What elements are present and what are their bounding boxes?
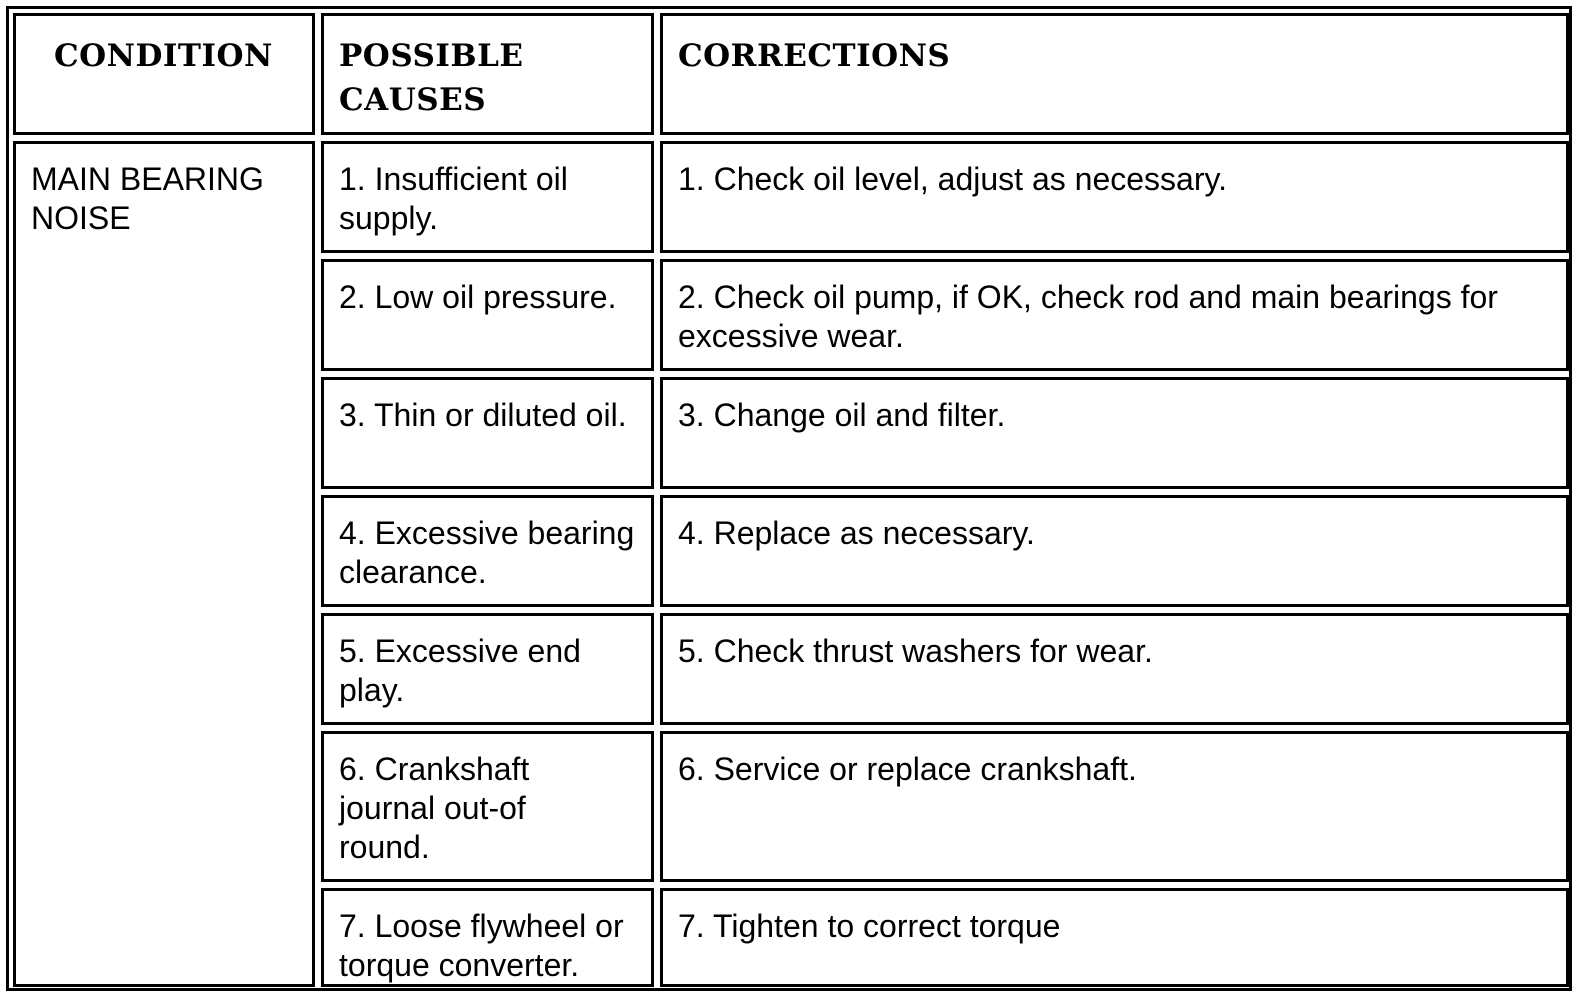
correction-cell-7 (660, 888, 1569, 987)
header-causes: POSSIBLE CAUSES (339, 38, 524, 118)
header-corrections: CORRECTIONS (678, 38, 951, 74)
header-causes-cell (321, 13, 654, 135)
correction-cell-5 (660, 613, 1569, 725)
correction-text-7: 7. Tighten to correct torque (678, 908, 1061, 944)
correction-text-4: 4. Replace as necessary. (678, 515, 1035, 551)
cause-cell-7 (321, 888, 654, 987)
cause-text-3: 3. Thin or diluted oil. (339, 397, 627, 433)
cause-text-5: 5. Excessive end play. (339, 633, 581, 708)
cause-cell-6 (321, 731, 654, 882)
correction-cell-3 (660, 377, 1569, 489)
header-condition: CONDITION (54, 38, 273, 74)
cause-cell-5 (321, 613, 654, 725)
condition-cell (13, 141, 315, 987)
correction-text-1: 1. Check oil level, adjust as necessary. (678, 161, 1227, 197)
correction-text-5: 5. Check thrust washers for wear. (678, 633, 1153, 669)
cause-cell-2 (321, 259, 654, 371)
correction-cell-1 (660, 141, 1569, 253)
condition-text: MAIN BEARING NOISE (31, 161, 264, 236)
cause-text-7: 7. Loose flywheel or torque converter. (339, 908, 624, 983)
cause-cell-1 (321, 141, 654, 253)
correction-cell-4 (660, 495, 1569, 607)
cause-text-6: 6. Crankshaft journal out-of round. (339, 751, 530, 865)
cause-cell-3 (321, 377, 654, 489)
correction-cell-6 (660, 731, 1569, 882)
correction-text-3: 3. Change oil and filter. (678, 397, 1006, 433)
header-corrections-cell (660, 13, 1569, 135)
correction-text-6: 6. Service or replace crankshaft. (678, 751, 1137, 787)
cause-cell-4 (321, 495, 654, 607)
correction-cell-2 (660, 259, 1569, 371)
cause-text-2: 2. Low oil pressure. (339, 279, 617, 315)
correction-text-2: 2. Check oil pump, if OK, check rod and main bearings for excessive wear. (678, 279, 1498, 354)
header-condition-cell (13, 13, 315, 135)
cause-text-1: 1. Insufficient oil supply. (339, 161, 568, 236)
cause-text-4: 4. Excessive bearing clearance. (339, 515, 635, 590)
